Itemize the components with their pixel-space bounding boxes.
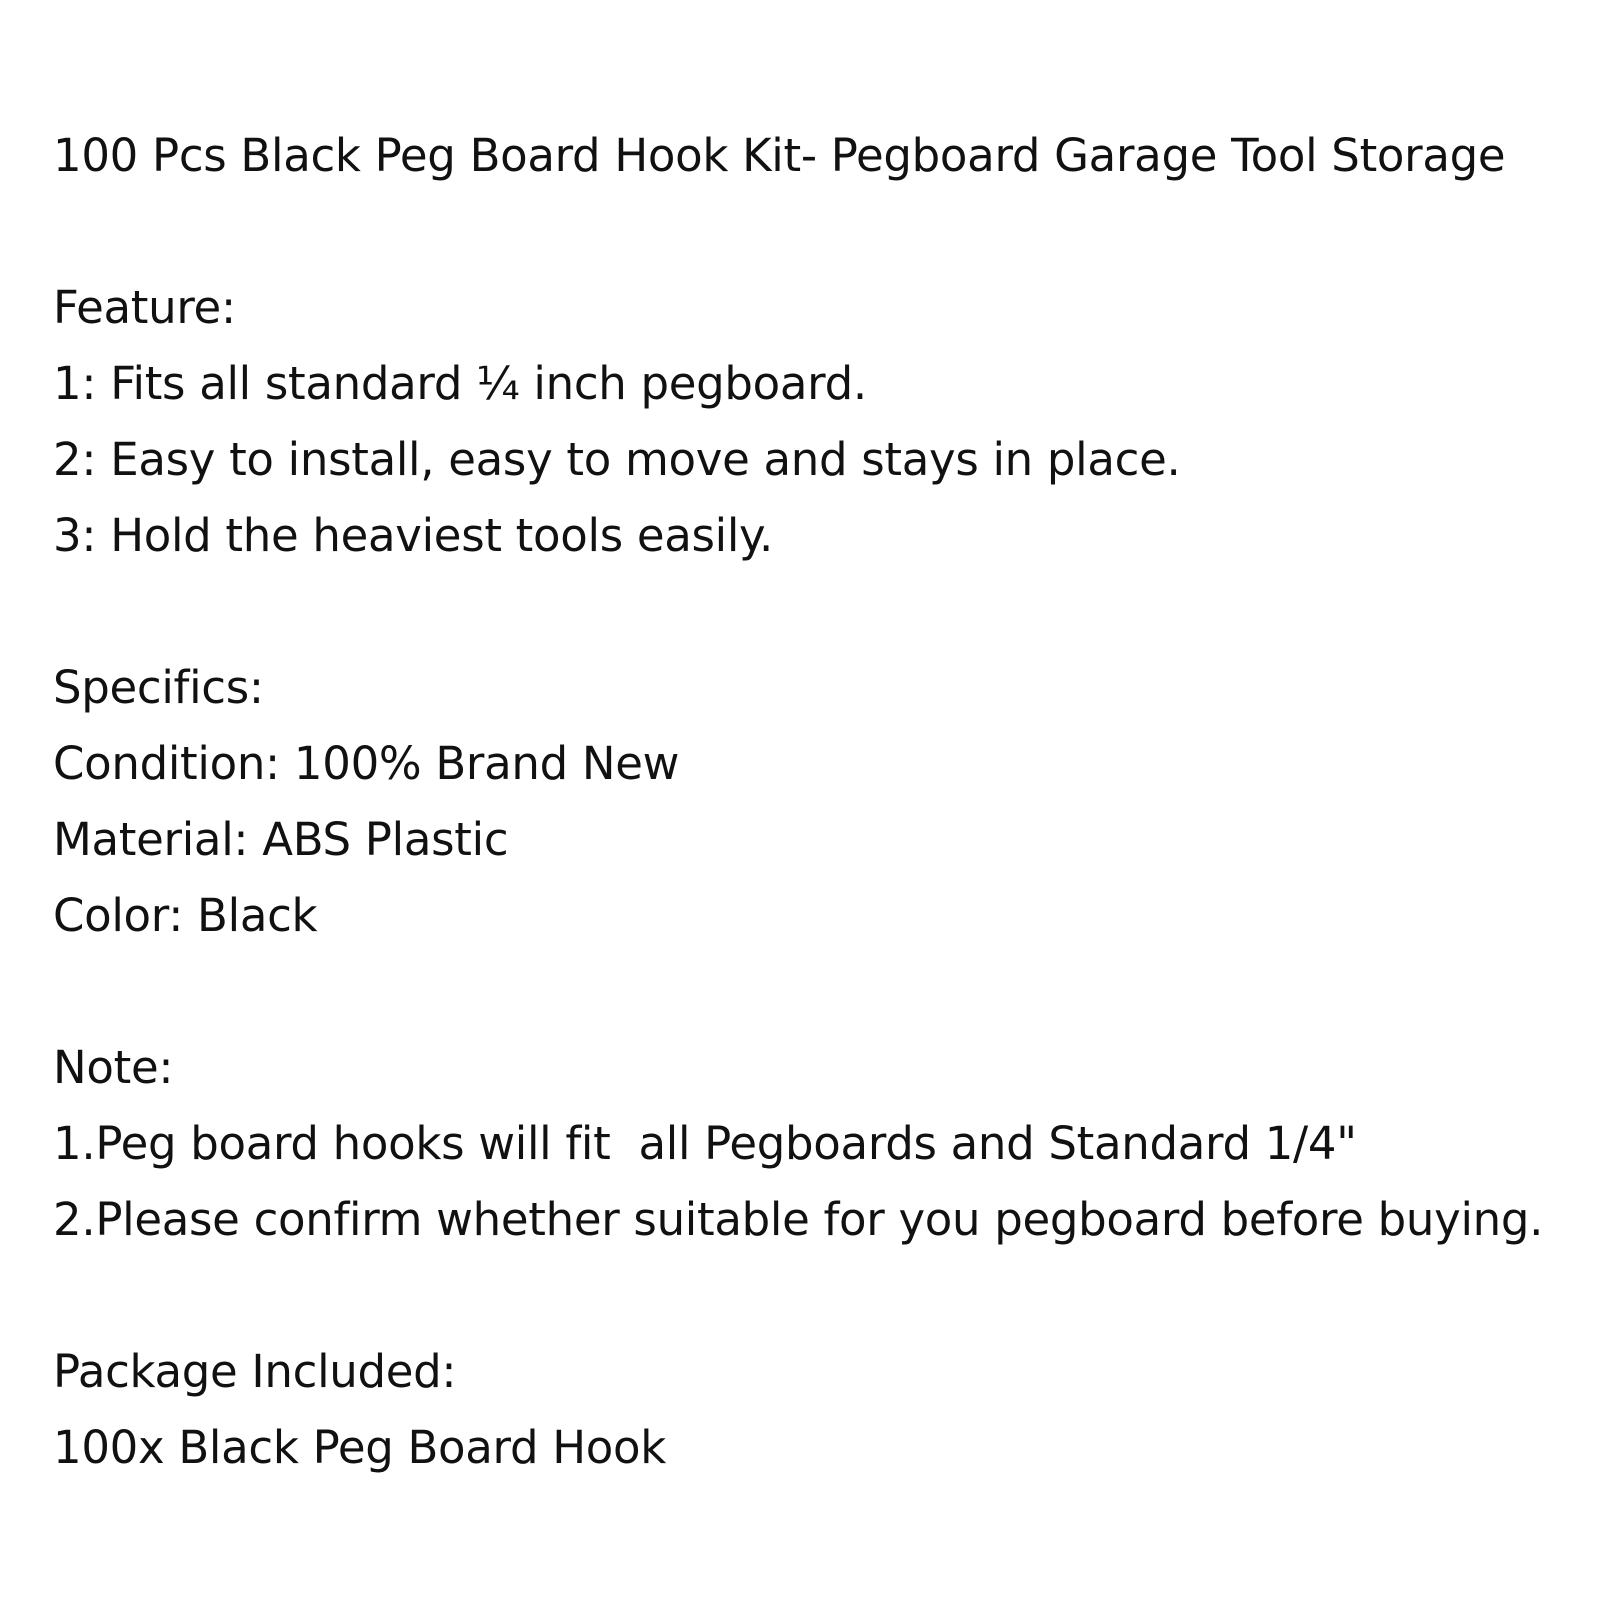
specifics-item: Color: Black [53,889,318,942]
note-item: 1.Peg board hooks will fit all Pegboards and Standard 1/4" [53,1117,1357,1170]
specifics-heading: Specifics: [53,661,264,714]
spacer [53,954,1573,1030]
note-item: 2.Please confirm whether suitable for you pegboard before buying. [53,1193,1544,1246]
package-section [53,1334,1573,1486]
package-item: 100x Black Peg Board Hook [53,1421,666,1474]
spacer [53,194,1573,270]
spacer [53,574,1573,650]
feature-item: 1: Fits all standard ¼ inch pegboard. [53,357,867,410]
specifics-item: Condition: 100% Brand New [53,737,680,790]
feature-item: 3: Hold the heaviest tools easily. [53,509,773,562]
note-section [53,1030,1573,1258]
feature-item: 2: Easy to install, easy to move and stays in place. [53,433,1181,486]
product-title: 100 Pcs Black Peg Board Hook Kit- Pegboard Garage Tool Storage [53,129,1506,182]
product-description [53,118,1573,1486]
feature-heading: Feature: [53,281,236,334]
specifics-section [53,650,1573,954]
note-heading: Note: [53,1041,174,1094]
feature-section [53,270,1573,574]
package-heading: Package Included: [53,1345,457,1398]
spacer [53,1258,1573,1334]
specifics-item: Material: ABS Plastic [53,813,509,866]
